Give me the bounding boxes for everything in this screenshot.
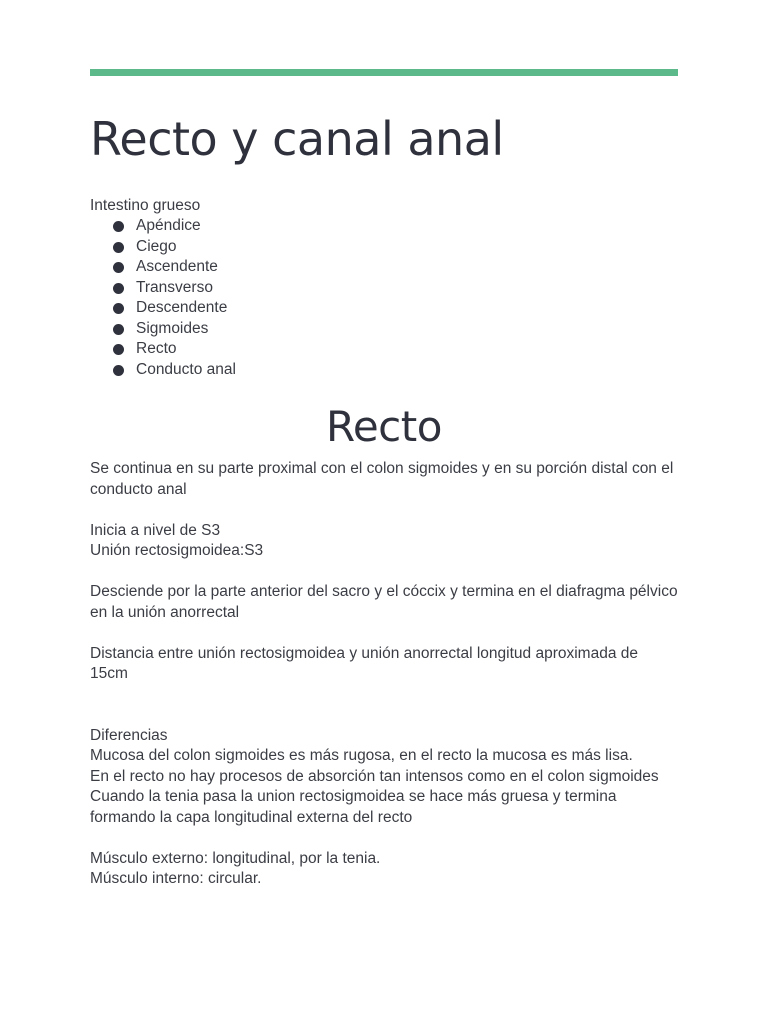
differences-heading: Diferencias [90,726,168,744]
header-rule [90,69,678,76]
list-item: Ciego [90,237,236,258]
section-title: Recto [326,402,442,451]
list-item: Apéndice [90,216,236,237]
muscle-internal: Músculo interno: circular. [90,870,262,887]
paragraph-continuation: Se continua en su parte proximal con el colon sigmoides y en su porción distal con el conducto anal [90,460,674,498]
page-title: Recto y canal anal [90,112,504,166]
paragraph-start-level: Inicia a nivel de S3 [90,521,221,539]
difference-mucosa: Mucosa del colon sigmoides es más rugosa, en el recto la mucosa es más lisa. [90,747,633,764]
list-item: Conducto anal [90,360,236,381]
paragraph-distance: Distancia entre unión rectosigmoidea y unión anorrectal longitud aproximada de 15cm [90,644,638,682]
list-item: Transverso [90,278,236,299]
list-item: Ascendente [90,257,236,278]
section-body [90,459,680,890]
paragraph-junction: Unión rectosigmoidea:S3 [90,542,264,559]
list-item: Sigmoides [90,319,236,340]
paragraph-descent: Desciende por la parte anterior del sacro y el cóccix y termina en el diafragma pélvico en la unión anorrectal [90,583,678,621]
bullet-list [90,216,236,380]
list-item: Recto [90,339,236,360]
muscle-external: Músculo externo: longitudinal, por la tenia. [90,849,381,867]
intro-text: Intestino grueso [90,197,201,214]
difference-tenia: Cuando la tenia pasa la union rectosigmoidea se hace más gruesa y termina formando la capa longitudinal externa del recto [90,788,617,826]
difference-absorption: En el recto no hay procesos de absorción tan intensos como en el colon sigmoides [90,767,659,785]
list-item: Descendente [90,298,236,319]
